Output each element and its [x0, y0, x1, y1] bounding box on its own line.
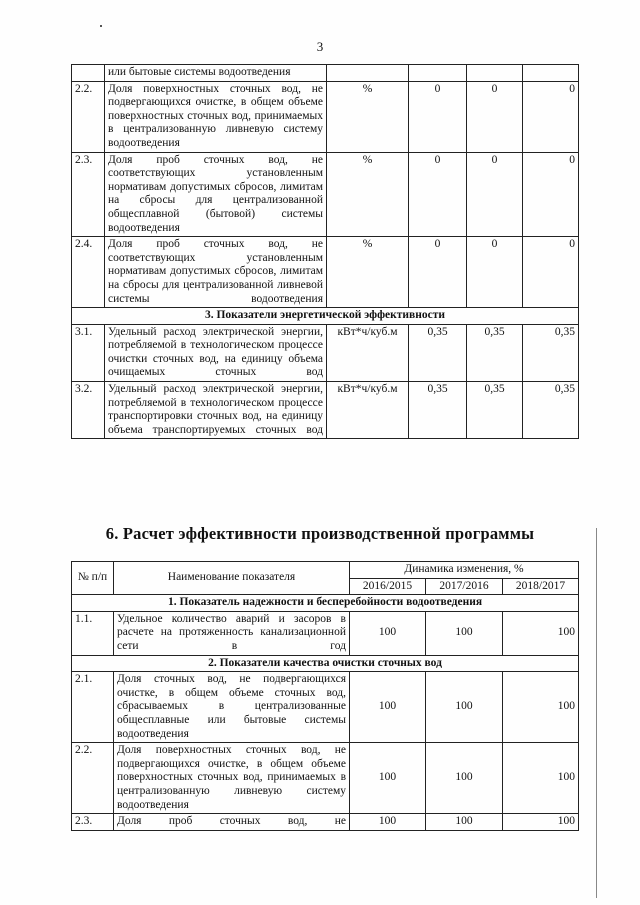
indicator-name: Доля поверхностных сточных вод, не подвергающихся очистке, в общем объеме поверхностных сточных вод, принимаемых в централизованную ливневую систему водоотведения — [105, 81, 327, 152]
value-cell: 100 — [350, 672, 426, 743]
table-row — [72, 814, 579, 831]
table-row-continued — [72, 65, 579, 82]
row-num: 2.4. — [72, 237, 105, 308]
table-header-row — [72, 562, 579, 579]
value-cell: 100 — [426, 672, 503, 743]
value-cell: 100 — [426, 814, 503, 831]
page-number: 3 — [316, 39, 324, 54]
section-title: 2. Показатели качества очистки сточных вод — [72, 655, 579, 672]
row-num — [72, 65, 105, 82]
value-cell: 0 — [523, 81, 579, 152]
value-cell: 100 — [350, 814, 426, 831]
value-cell: 0,35 — [523, 324, 579, 381]
indicators-table-continued — [71, 64, 579, 439]
section-title: 1. Показатель надежности и бесперебойности водоотведения — [72, 595, 579, 612]
unit-cell: % — [327, 81, 409, 152]
section-row — [72, 655, 579, 672]
value-cell: 0 — [523, 152, 579, 237]
section-heading: 6. Расчет эффективности производственной программы — [105, 524, 535, 543]
value-cell: 0,35 — [409, 382, 467, 439]
value-cell: 0,35 — [467, 382, 523, 439]
header-dynamics: Динамика изменения, % — [350, 562, 579, 579]
scan-speck — [100, 25, 102, 27]
value-cell: 0 — [467, 152, 523, 237]
row-num: 2.1. — [72, 672, 114, 743]
indicator-name: или бытовые системы водоотведения — [105, 65, 327, 82]
value-cell: 0,35 — [467, 324, 523, 381]
indicator-name: Удельный расход электрической энергии, потребляемой в технологическом процессе очистки сточных вод, на единицу объема очищаемых сточных вод — [105, 324, 327, 381]
table-row — [72, 237, 579, 308]
value-cell: 100 — [426, 743, 503, 814]
empty-cell — [467, 65, 523, 82]
unit-cell: кВт*ч/куб.м — [327, 382, 409, 439]
indicator-name: Доля проб сточных вод, не — [114, 814, 350, 831]
value-cell: 100 — [503, 814, 579, 831]
indicator-name: Удельное количество аварий и засоров в расчете на протяженность канализационной сети в год — [114, 611, 350, 655]
value-cell: 0 — [409, 237, 467, 308]
indicator-name: Доля поверхностных сточных вод, не подвергающихся очистке, в общем объеме поверхностных сточных вод, принимаемых в централизованную ливневую систему водоотведения — [114, 743, 350, 814]
indicator-name: Доля проб сточных вод, не соответствующих установленным нормативам допустимых сбросов, лимитам на сбросы для централизованной общесплавной (бытовой) системы водоотведения — [105, 152, 327, 237]
section-title: 3. Показатели энергетической эффективности — [72, 308, 579, 325]
indicator-name: Доля проб сточных вод, не соответствующих установленным нормативам допустимых сбросов, лимитам на сбросы для централизованной ливневой системы водоотведения — [105, 237, 327, 308]
header-name: Наименование показателя — [114, 562, 350, 595]
header-year: 2018/2017 — [503, 578, 579, 595]
value-cell: 0,35 — [409, 324, 467, 381]
row-num: 3.1. — [72, 324, 105, 381]
row-num: 2.2. — [72, 743, 114, 814]
indicator-name: Удельный расход электрической энергии, потребляемой в технологическом процессе транспортировки сточных вод, на единицу объема транспортируемых сточных вод — [105, 382, 327, 439]
value-cell: 0,35 — [523, 382, 579, 439]
unit-cell: % — [327, 152, 409, 237]
header-year: 2017/2016 — [426, 578, 503, 595]
table-row — [72, 324, 579, 381]
table-row — [72, 672, 579, 743]
value-cell: 0 — [409, 81, 467, 152]
table-row — [72, 382, 579, 439]
section-row — [72, 308, 579, 325]
value-cell: 100 — [350, 743, 426, 814]
value-cell: 100 — [350, 611, 426, 655]
value-cell: 0 — [467, 81, 523, 152]
value-cell: 100 — [426, 611, 503, 655]
empty-cell — [327, 65, 409, 82]
efficiency-table — [71, 561, 579, 831]
value-cell: 100 — [503, 672, 579, 743]
table-row — [72, 152, 579, 237]
row-num: 2.2. — [72, 81, 105, 152]
value-cell: 0 — [523, 237, 579, 308]
row-num: 1.1. — [72, 611, 114, 655]
unit-cell: % — [327, 237, 409, 308]
section-row — [72, 595, 579, 612]
header-num: № п/п — [72, 562, 114, 595]
value-cell: 0 — [467, 237, 523, 308]
empty-cell — [409, 65, 467, 82]
row-num: 2.3. — [72, 152, 105, 237]
value-cell: 100 — [503, 611, 579, 655]
table-row — [72, 743, 579, 814]
header-year: 2016/2015 — [350, 578, 426, 595]
table-row — [72, 611, 579, 655]
row-num: 3.2. — [72, 382, 105, 439]
table-row — [72, 81, 579, 152]
value-cell: 0 — [409, 152, 467, 237]
unit-cell: кВт*ч/куб.м — [327, 324, 409, 381]
indicator-name: Доля сточных вод, не подвергающихся очистке, в общем объеме сточных вод, сбрасываемых в централизованные общесплавные или бытовые системы водоотведения — [114, 672, 350, 743]
row-num: 2.3. — [72, 814, 114, 831]
scan-edge-line — [596, 528, 597, 898]
empty-cell — [523, 65, 579, 82]
value-cell: 100 — [503, 743, 579, 814]
